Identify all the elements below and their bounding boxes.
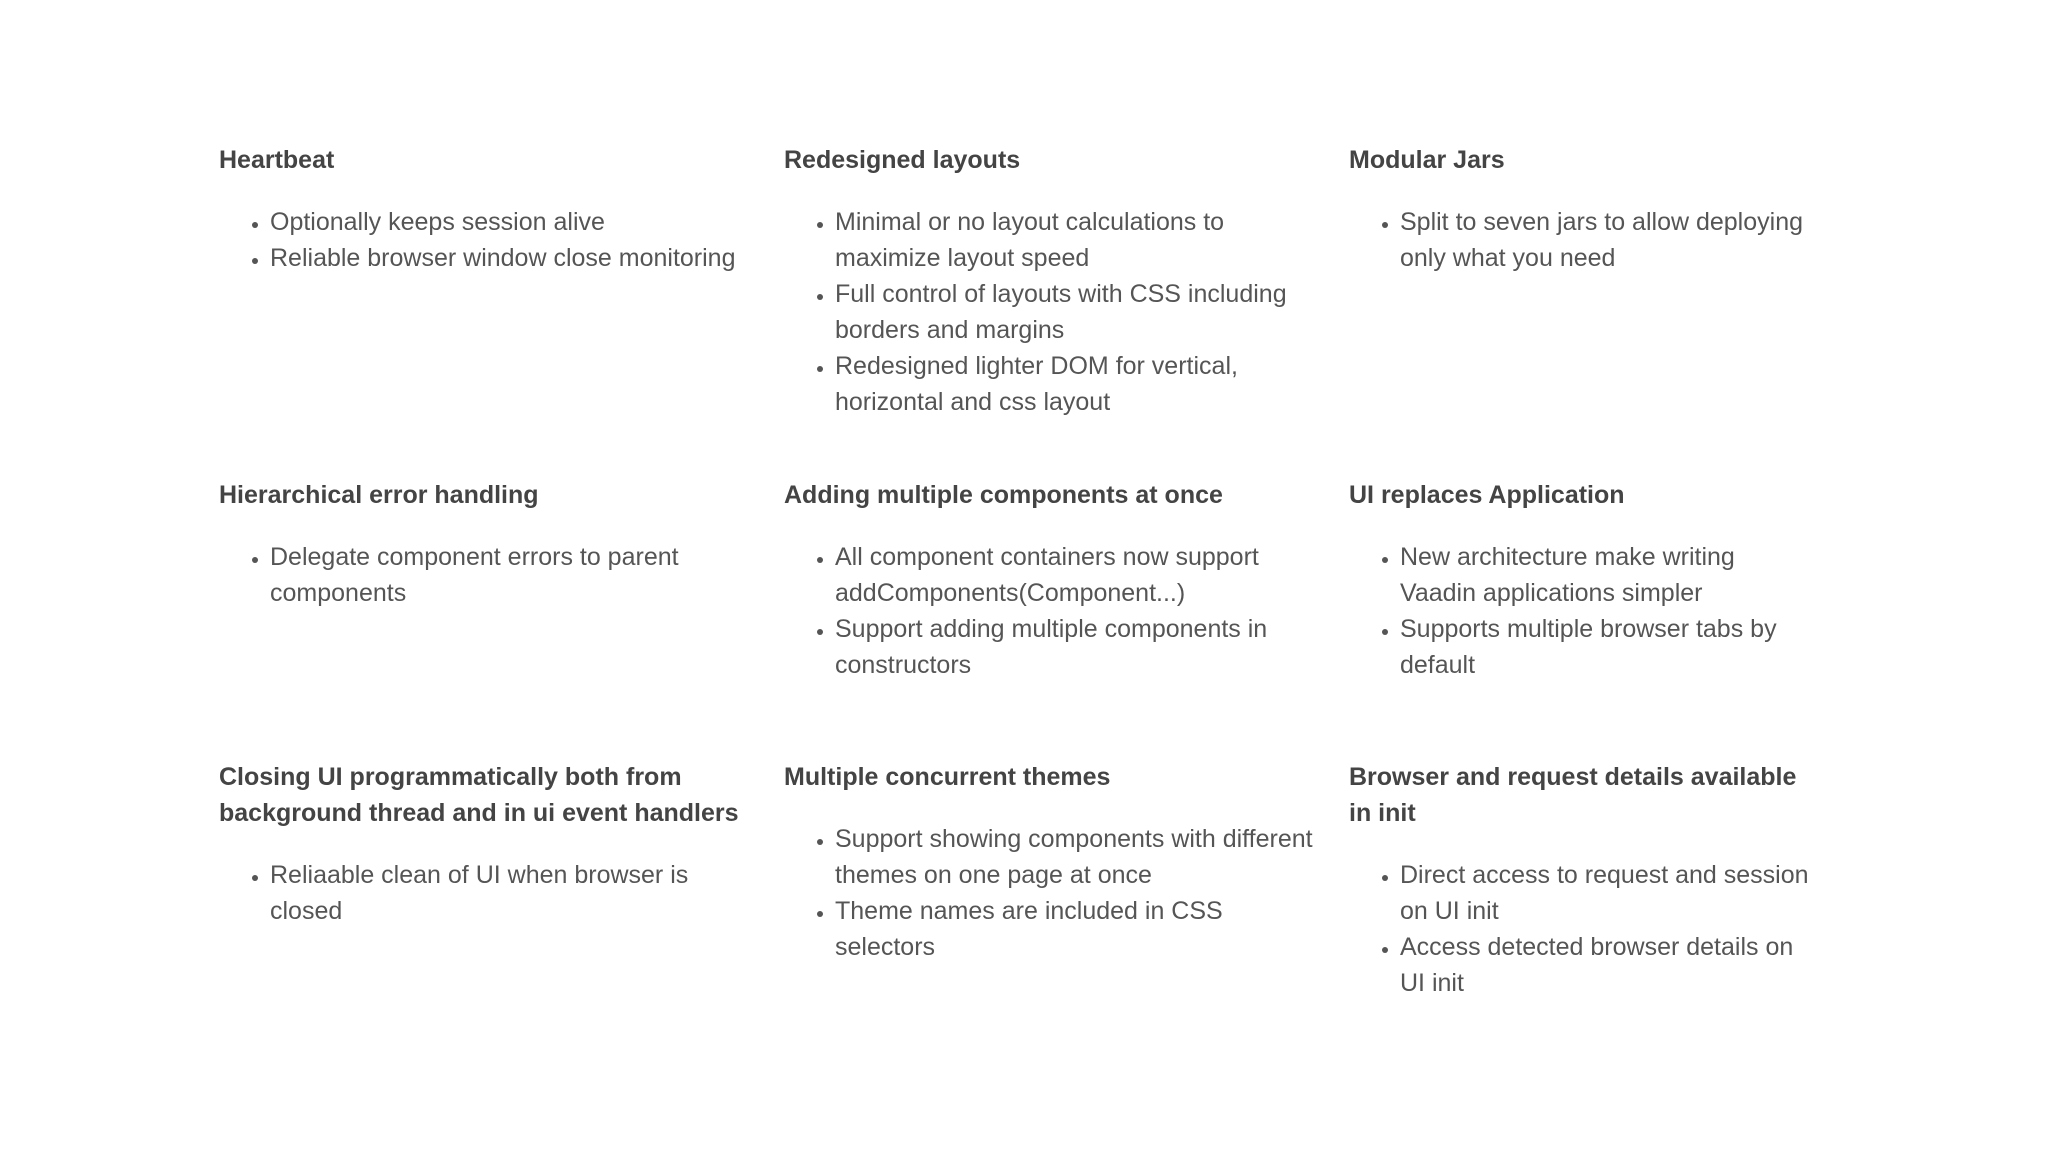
feature-heartbeat xyxy=(219,142,784,477)
feature-list xyxy=(1349,857,1815,1001)
feature-title: Modular Jars xyxy=(1349,146,1505,174)
feature-bullet: • Delegate component errors to parent components xyxy=(270,539,760,611)
feature-list xyxy=(784,821,1325,965)
feature-title: Browser and request details available in init xyxy=(1349,763,1797,827)
feature-title: UI replaces Application xyxy=(1349,481,1625,509)
feature-closing-ui xyxy=(219,759,784,1001)
feature-bullet: • Reliable browser window close monitoring xyxy=(270,240,760,276)
feature-multiple-concurrent-themes xyxy=(784,759,1349,1001)
feature-browser-request-details xyxy=(1349,759,1839,1001)
feature-bullet: • Reliaable clean of UI when browser is closed xyxy=(270,857,760,929)
feature-list xyxy=(219,539,760,611)
feature-title: Adding multiple components at once xyxy=(784,481,1223,509)
feature-bullet: • Redesigned lighter DOM for vertical, horizontal and css layout xyxy=(835,348,1325,420)
feature-bullet: • Full control of layouts with CSS including borders and margins xyxy=(835,276,1325,348)
feature-list xyxy=(784,204,1325,420)
feature-bullet: • Theme names are included in CSS selectors xyxy=(835,893,1325,965)
feature-bullet: • Support adding multiple components in constructors xyxy=(835,611,1325,683)
feature-list xyxy=(784,539,1325,683)
feature-ui-replaces-application xyxy=(1349,477,1839,759)
feature-title: Multiple concurrent themes xyxy=(784,763,1111,791)
feature-title: Heartbeat xyxy=(219,146,335,174)
feature-title: Redesigned layouts xyxy=(784,146,1021,174)
feature-bullet: • Support showing components with different themes on one page at once xyxy=(835,821,1325,893)
feature-grid xyxy=(219,142,1839,1001)
feature-list xyxy=(219,204,760,276)
feature-bullet: • Minimal or no layout calculations to maximize layout speed xyxy=(835,204,1325,276)
feature-adding-multiple-components xyxy=(784,477,1349,759)
feature-bullet: • New architecture make writing Vaadin applications simpler xyxy=(1400,539,1815,611)
feature-list xyxy=(1349,539,1815,683)
feature-bullet: • All component containers now support addComponents(Component...) xyxy=(835,539,1325,611)
feature-bullet: • Optionally keeps session alive xyxy=(270,204,760,240)
feature-bullet: • Supports multiple browser tabs by default xyxy=(1400,611,1815,683)
feature-bullet: • Direct access to request and session on UI init xyxy=(1400,857,1815,929)
feature-bullet: • Split to seven jars to allow deploying only what you need xyxy=(1400,204,1815,276)
feature-hierarchical-error-handling xyxy=(219,477,784,759)
feature-modular-jars xyxy=(1349,142,1839,477)
feature-redesigned-layouts xyxy=(784,142,1349,477)
feature-title: Closing UI programmatically both from background thread and in ui event handlers xyxy=(219,763,739,827)
feature-list xyxy=(219,857,760,929)
feature-list xyxy=(1349,204,1815,276)
feature-title: Hierarchical error handling xyxy=(219,481,539,509)
feature-bullet: • Access detected browser details on UI init xyxy=(1400,929,1815,1001)
